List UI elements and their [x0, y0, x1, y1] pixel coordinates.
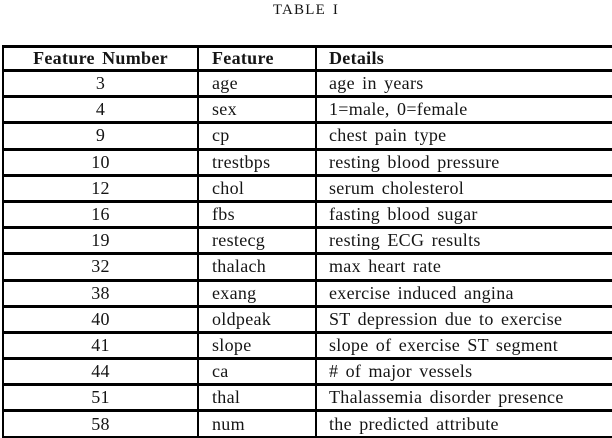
cell-feature: exang — [198, 280, 316, 306]
cell-feature-number: 10 — [3, 149, 198, 175]
header-feature: Feature — [198, 47, 316, 71]
cell-feature-number: 3 — [3, 71, 198, 97]
feature-table-head — [3, 47, 612, 71]
table-row — [3, 385, 612, 411]
table-row — [3, 228, 612, 254]
header-feature-number: Feature Number — [3, 47, 198, 71]
cell-feature: cp — [198, 123, 316, 149]
table-row — [3, 123, 612, 149]
cell-feature: ca — [198, 359, 316, 385]
cell-details: # of major vessels — [316, 359, 612, 385]
cell-details: exercise induced angina — [316, 280, 612, 306]
cell-feature-number: 44 — [3, 359, 198, 385]
table-row — [3, 201, 612, 227]
cell-feature: restecg — [198, 228, 316, 254]
cell-details: max heart rate — [316, 254, 612, 280]
cell-feature-number: 19 — [3, 228, 198, 254]
cell-details: serum cholesterol — [316, 175, 612, 201]
table-row — [3, 306, 612, 332]
cell-details: slope of exercise ST segment — [316, 332, 612, 358]
cell-details: 1=male, 0=female — [316, 97, 612, 123]
table-row — [3, 175, 612, 201]
table-row — [3, 254, 612, 280]
cell-feature-number: 12 — [3, 175, 198, 201]
cell-feature: trestbps — [198, 149, 316, 175]
cell-feature-number: 32 — [3, 254, 198, 280]
cell-feature: chol — [198, 175, 316, 201]
cell-feature-number: 41 — [3, 332, 198, 358]
header-details: Details — [316, 47, 612, 71]
cell-feature: fbs — [198, 201, 316, 227]
cell-details: the predicted attribute — [316, 411, 612, 437]
cell-details: resting ECG results — [316, 228, 612, 254]
cell-feature-number: 40 — [3, 306, 198, 332]
table-caption: TABLE I — [272, 2, 340, 18]
table-row — [3, 332, 612, 358]
table-row — [3, 411, 612, 437]
cell-feature-number: 4 — [3, 97, 198, 123]
cell-feature-number: 9 — [3, 123, 198, 149]
cell-feature: num — [198, 411, 316, 437]
cell-feature-number: 58 — [3, 411, 198, 437]
cell-feature: sex — [198, 97, 316, 123]
cell-feature: thalach — [198, 254, 316, 280]
table-row — [3, 149, 612, 175]
cell-feature: age — [198, 71, 316, 97]
cell-feature: slope — [198, 332, 316, 358]
feature-table — [2, 45, 612, 438]
cell-feature-number: 51 — [3, 385, 198, 411]
table-row — [3, 97, 612, 123]
table-row — [3, 71, 612, 97]
header-row — [3, 47, 612, 71]
cell-details: chest pain type — [316, 123, 612, 149]
cell-feature: thal — [198, 385, 316, 411]
cell-details: age in years — [316, 71, 612, 97]
cell-details: Thalassemia disorder presence — [316, 385, 612, 411]
table-row — [3, 280, 612, 306]
cell-details: resting blood pressure — [316, 149, 612, 175]
cell-details: fasting blood sugar — [316, 201, 612, 227]
table-row — [3, 359, 612, 385]
cell-feature-number: 16 — [3, 201, 198, 227]
cell-details: ST depression due to exercise — [316, 306, 612, 332]
cell-feature: oldpeak — [198, 306, 316, 332]
cell-feature-number: 38 — [3, 280, 198, 306]
feature-table-body — [3, 71, 612, 438]
